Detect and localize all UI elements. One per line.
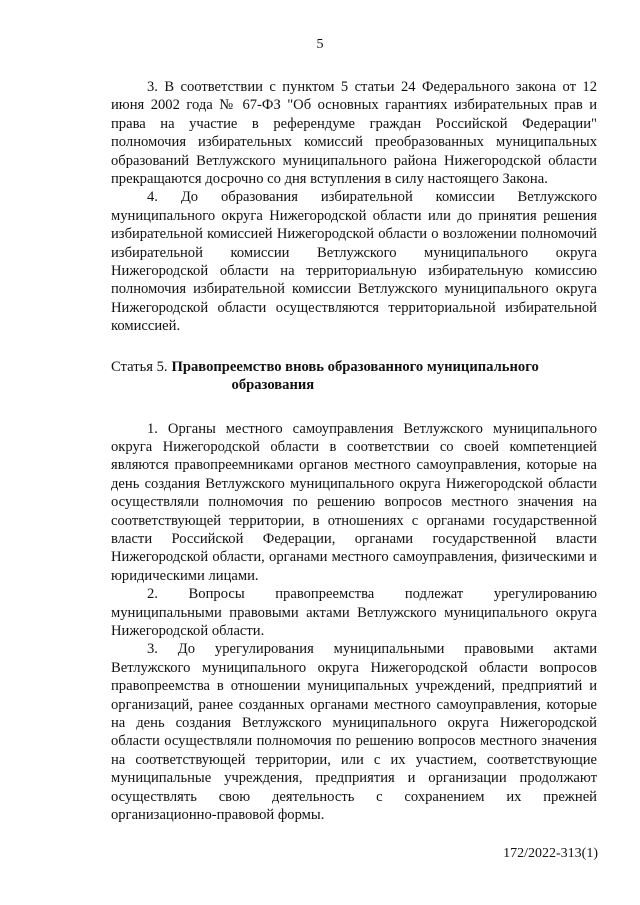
article-title: [168, 358, 539, 395]
paragraph-4-before: 4. До образования избирательной комиссии Ветлужского муниципального округа Нижегородской области или до принятия решения избирательной комиссией Нижегородской области о возложении полномочий избирательной комиссии Ветлужского муниципального округа Нижегородской области на территориальную избирательную комиссию полномочия избирательной комиссии Ветлужского муниципального округа Нижегородской области осуществляются территориальной избирательной комиссией.: [111, 189, 597, 335]
paragraph-3-after: 3. До урегулирования муниципальными правовыми актами Ветлужского муниципального округа Нижегородской области вопросов правопреемства в отношении муниципальных учреждений, предприятий и организаций, ранее созданных органами местного самоуправления, которые на день создания Ветлужского муниципального округа Нижегородской области осуществляли полномочия по решению вопросов местного значения на соответствующей территории, или с их участием, соответствующие муниципальные учреждения, предприятия и организации продолжают осуществлять свою деятельность с сохранением их прежней организационно-правовой формы.: [111, 641, 597, 824]
page-number: 5: [316, 37, 324, 52]
article-title-line1: Правопреемство вновь образованного муниципального: [171, 358, 539, 375]
paragraph-3-before: 3. В соответствии с пунктом 5 статьи 24 Федерального закона от 12 июня 2002 года № 67-ФЗ "Об основных гарантиях избирательных прав и права на участие в референдуме граждан Российской Федерации" полномочия избирательных комиссий преобразованных муниципальных образований Ветлужского муниципального района Нижегородской области прекращаются досрочно со дня вступления в силу настоящего Закона.: [111, 79, 597, 188]
article-title-line2: образования: [231, 377, 315, 394]
article-heading: [111, 358, 597, 395]
article-label: Статья 5.: [111, 358, 168, 375]
paragraph-2-after: 2. Вопросы правопреемства подлежат урегулированию муниципальными правовыми актами Ветлужского муниципального округа Нижегородской области.: [111, 586, 597, 639]
paragraph-1-after: 1. Органы местного самоуправления Ветлужского муниципального округа Нижегородской области в соответствии со своей компетенцией являются правопреемниками органов местного самоуправления, которые на день создания Ветлужского муниципального округа Нижегородской области осуществляли полномочия по решению вопросов местного значения на соответствующей территории, в отношениях с органами государственной власти Российской Федерации, органами государственной власти Нижегородской области, органами местного самоуправления, физическими и юридическими лицами.: [111, 420, 597, 584]
document-number: 172/2022-313(1): [503, 846, 598, 861]
document-body: [111, 78, 597, 824]
